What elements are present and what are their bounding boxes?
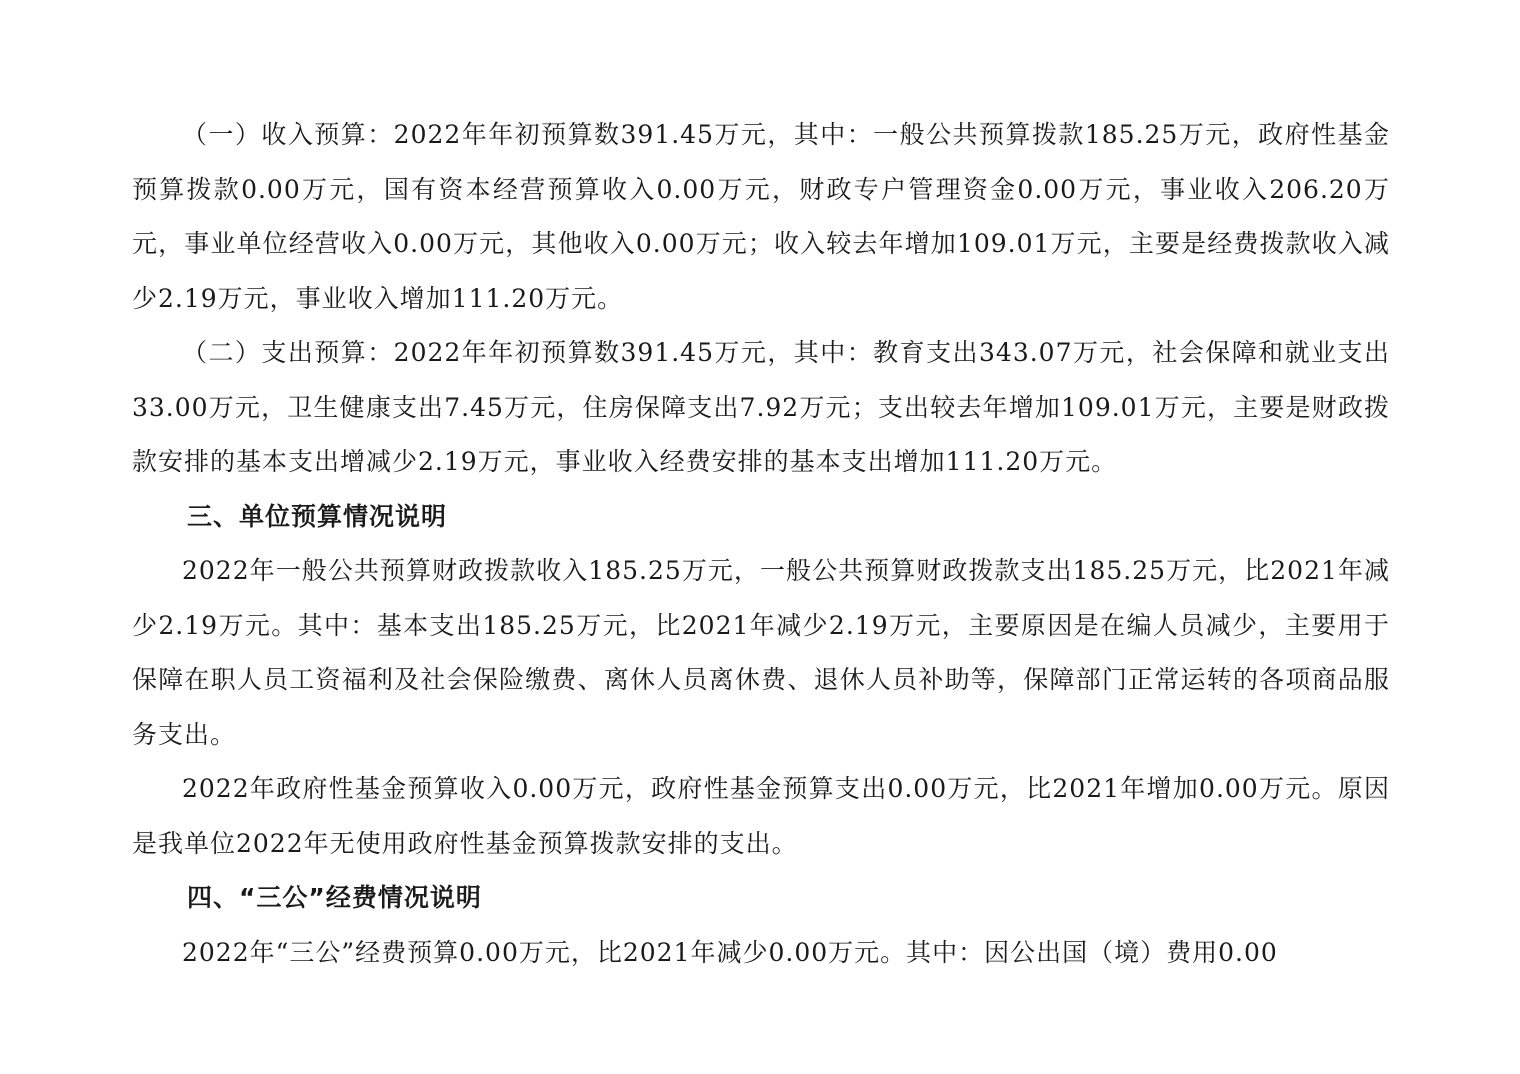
- income-budget-paragraph: （一）收入预算：2022年年初预算数391.45万元，其中：一般公共预算拨款185.25万元，政府性基金预算拨款0.00万元，国有资本经营预算收入0.00万元，财政专户管理资金0.00万元，事业收入206.20万元，事业单位经营收入0.00万元，其他收入0.00万元；收入较去年增加109.01万元，主要是经费拨款收入减少2.19万元，事业收入增加111.20万元。: [132, 120, 1390, 313]
- section3-paragraph-2: 2022年政府性基金预算收入0.00万元，政府性基金预算支出0.00万元，比2021年增加0.00万元。原因是我单位2022年无使用政府性基金预算拨款安排的支出。: [132, 774, 1390, 858]
- section4-heading: 四、“三公”经费情况说明: [187, 883, 482, 912]
- section4-paragraph-1: 2022年“三公”经费预算0.00万元，比2021年减少0.00万元。其中：因公出国（境）费用0.00: [182, 937, 1278, 967]
- section3-heading: 三、单位预算情况说明: [187, 501, 448, 531]
- expense-budget-paragraph: （二）支出预算：2022年年初预算数391.45万元，其中：教育支出343.07万元，社会保障和就业支出33.00万元，卫生健康支出7.45万元，住房保障支出7.92万元；支出较去年增加109.01万元，主要是财政拨款安排的基本支出增减少2.19万元，事业收入经费安排的基本支出增加111.20万元。: [132, 338, 1390, 476]
- document-page: [132, 108, 1390, 980]
- section3-paragraph-1: 2022年一般公共预算财政拨款收入185.25万元，一般公共预算财政拨款支出185.25万元，比2021年减少2.19万元。其中：基本支出185.25万元，比2021年减少2.19万元，主要原因是在编人员减少，主要用于保障在职人员工资福利及社会保险缴费、离休人员离休费、退休人员补助等，保障部门正常运转的各项商品服务支出。: [132, 556, 1390, 749]
